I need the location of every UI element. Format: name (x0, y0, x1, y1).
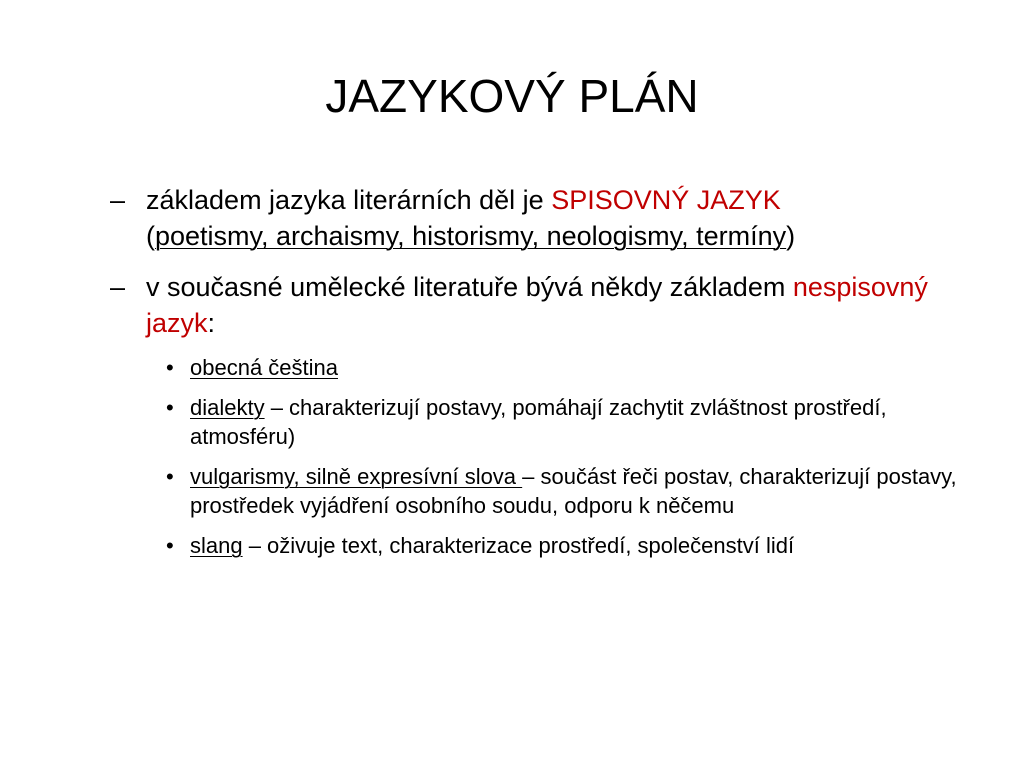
bullet-marker: • (166, 533, 174, 558)
paren-open: ( (146, 221, 155, 251)
dash-marker: – (110, 272, 126, 302)
bullet-text: v současné umělecké literatuře bývá někdy základem (146, 272, 793, 302)
slide-content (110, 182, 990, 571)
underlined-term: slang (190, 533, 243, 558)
bullet-marker: • (166, 395, 174, 420)
bullet-text: základem jazyka literárních děl je (146, 185, 552, 215)
sub-bullet-slang (110, 531, 990, 560)
sub-bullet-vulgarismy (110, 462, 990, 520)
sub-bullet-dialekty (110, 393, 990, 451)
bullet-marker: • (166, 464, 174, 489)
sub-bullet-text: – charakterizují postavy, pomáhají zachytit zvláštnost prostředí, atmosféru) (190, 395, 887, 449)
sub-bullet-obecna-cestina (110, 353, 990, 382)
underlined-word-types: poetismy, archaismy, historismy, neologismy, termíny (155, 221, 787, 251)
bullet-marker: • (166, 355, 174, 380)
bullet-item-literary-base (110, 182, 990, 254)
slide-title: JAZYKOVÝ PLÁN (325, 70, 699, 122)
paren-close: ) (786, 221, 796, 251)
dash-marker: – (110, 185, 126, 215)
highlight-nespisovny-jazyk: nespisovný jazyk (146, 272, 928, 338)
bullet-item-nonstandard (110, 269, 990, 341)
sub-bullet-list (110, 353, 990, 560)
sub-bullet-text: – součást řeči postav, charakterizují postavy, prostředek vyjádření osobního soudu, odporu k něčemu (190, 464, 957, 518)
underlined-term: obecná čeština (190, 355, 338, 380)
underlined-term: vulgarismy, silně expresívní slova (190, 464, 523, 489)
underlined-term: dialekty (190, 395, 265, 420)
colon: : (207, 308, 216, 338)
highlight-spisovny-jazyk: SPISOVNÝ JAZYK (551, 185, 781, 215)
sub-bullet-text: – oživuje text, charakterizace prostředí, společenství lidí (242, 533, 795, 558)
